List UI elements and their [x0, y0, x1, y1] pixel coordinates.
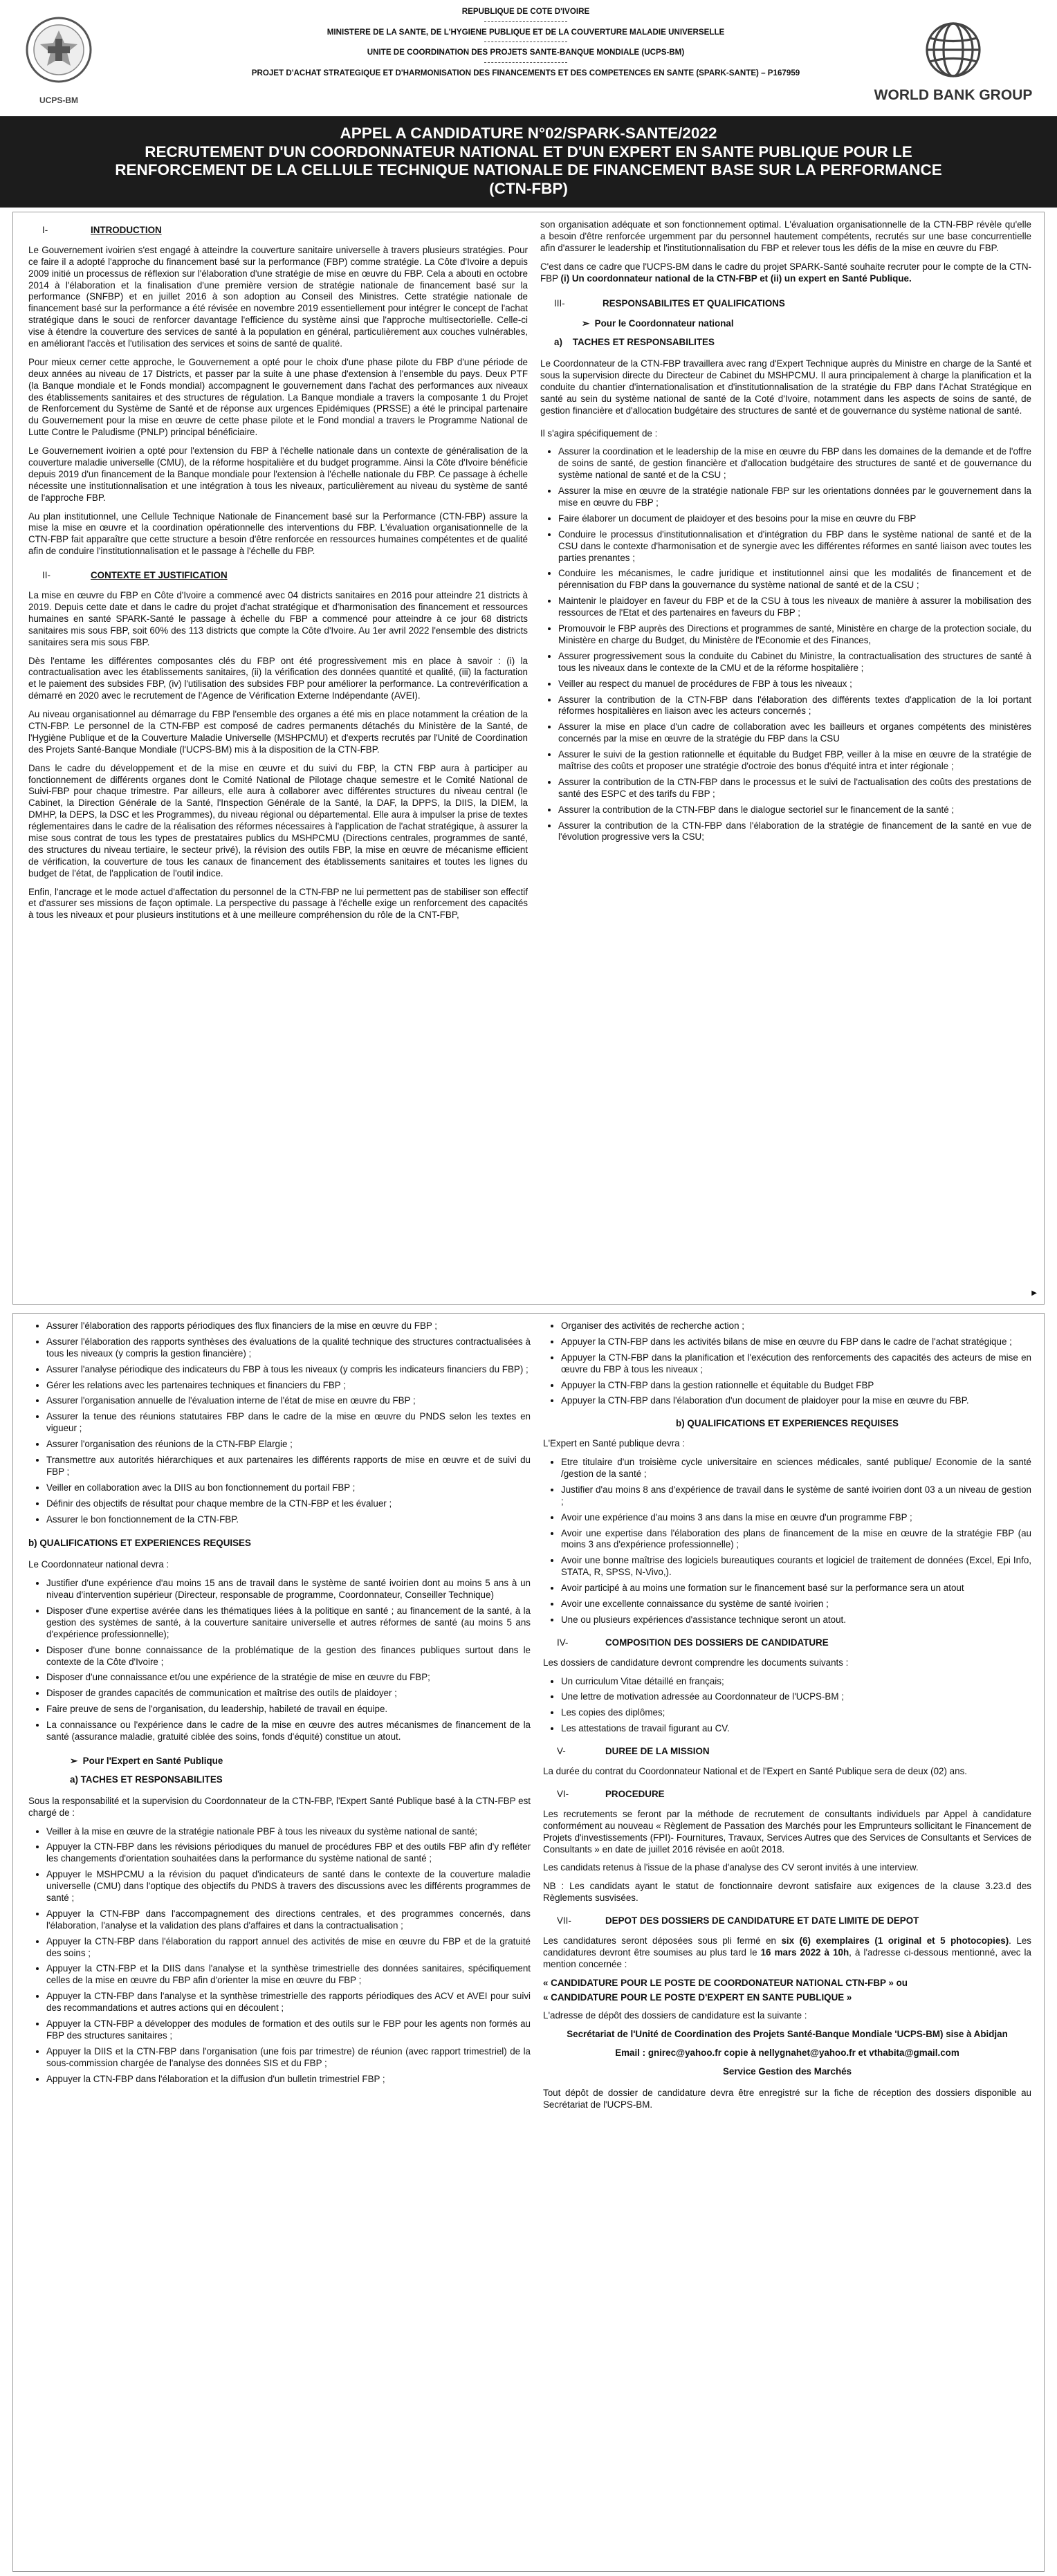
context-positions: (i) Un coordonnateur national de la CTN-FBP et (ii) un expert en Santé Publique. [560, 273, 912, 284]
section-title: DUREE DE LA MISSION [605, 1746, 710, 1757]
list-item: • Assurer l'analyse périodique des indicateurs du FBP à tous les niveaux (y compris les indicateurs financiers du FBP) ; [46, 1364, 531, 1376]
list-item: • Assurer l'élaboration des rapports synthèses des évaluations de la qualité technique des structures contractualisées à tous les niveaux (y compris la gestion financière) ; [46, 1336, 531, 1360]
context-paragraph-3: Au niveau organisationnel au démarrage du FBP l'ensemble des organes a été mis en place notamment la création de la CTN-FBP. Le personnel de la CTN-FBP est composé de cadres permanents détachés du Ministère de la Santé, de l'Hygiène Publique et de la Couverture Maladie Universelle (MSHPCMU) et d'experts recrutés par l'Unité de Coordination des Projets Santé-Banque Mondiale (l'UCPS-BM) mis à la disposition de la CTN-FBP. [28, 709, 528, 755]
list-item: • Disposer d'une connaissance et/ou une expérience de la stratégie de mise en œuvre du FBP; [46, 1672, 531, 1684]
section-title: COMPOSITION DES DOSSIERS DE CANDIDATURE [605, 1637, 829, 1648]
coordinator-qualifications-heading: b) QUALIFICATIONS ET EXPERIENCES REQUISES [28, 1538, 251, 1549]
intro-paragraph-3: Le Gouvernement ivoirien a opté pour l'extension du FBP à l'échelle nationale dans un contexte de généralisation de la couverture maladie universelle (CMU), de la réforme hospitalière et du budget programme. Ainsi la Côte d'Ivoire bénéficie depuis 2019 d'un financement de la Banque mondiale pour l'extension à l'échelle nationale du FBP. Ce passage à échelle nécessite une institutionnalisation et une intégration à tous les niveaux, particulièrement au niveau du système de santé de l'approche FBP. [28, 445, 528, 503]
list-item: • Veiller en collaboration avec la DIIS au bon fonctionnement du portail FBP ; [46, 1482, 531, 1494]
section-responsibilities-heading [540, 298, 1031, 310]
composition-intro: Les dossiers de candidature devront comprendre les documents suivants : [543, 1657, 849, 1668]
list-item: • Assurer la tenue des réunions statutaires FBP dans le cadre de la mise en œuvre du PNDS selon les textes en vigueur ; [46, 1411, 531, 1435]
list-item: • Un curriculum Vitae détaillé en français; [561, 1676, 1031, 1688]
list-item: • Assurer la contribution de la CTN-FBP dans l'élaboration de la stratégie de financement de la santé en vue de l'évolution progressive vers la CSU; [558, 820, 1031, 844]
coordinator-intro: Le Coordonnateur de la CTN-FBP travaillera avec rang d'Expert Technique auprès du Ministre en charge de la Santé et sous la supervision directe du Directeur de Cabinet du MSHPCMU. Il aura principalement à charge la planification et la conduite du chantier d'internationalisation et d'institutionnalisation de la stratégie du FBP dans l'Achat Stratégique en santé au sein du système national de santé de la Coté d'Ivoire, notamment dans les aspects de soins de santé, de gestion financière et d'allocation budgétaire des structures de santé et de gouvernance du système national de santé. [540, 358, 1031, 416]
arrow-icon: ➢ [582, 318, 595, 329]
section-context-heading [28, 570, 528, 582]
list-item: • Appuyer la CTN-FBP dans les activités bilans de mise en œuvre du FBP dans le cadre de l'achat stratégique ; [561, 1336, 1031, 1348]
header-republic: REPUBLIQUE DE COTE D'IVOIRE [461, 7, 590, 16]
list-item: • Appuyer la CTN-FBP dans l'élaboration du rapport annuel des activités de mise en œuvre du FBP et de la gratuité des soins ; [46, 1936, 531, 1960]
coordinator-heading [582, 318, 1031, 330]
list-item: • Assurer le suivi de la gestion rationnelle et équitable du Budget FBP, veiller à la mise en œuvre de la stratégie de maîtrise des coûts et proposer une stratégie d'octroie des bonus d'équité intra et inter régionale ; [558, 749, 1031, 773]
mention-expert: « CANDIDATURE POUR LE POSTE D'EXPERT EN SANTE PUBLIQUE » [543, 1991, 852, 2003]
context-paragraph-7 [540, 261, 1031, 285]
address-secretariat: Secrétariat de l'Unité de Coordination des Projets Santé-Banque Mondiale 'UCPS-BM) sise à Abidjan [567, 2029, 1008, 2040]
deposit-paragraph [543, 1935, 1031, 1971]
page2-left-column [28, 1321, 531, 2090]
address-intro: L'adresse de dépôt des dossiers de candidature est la suivante : [543, 2010, 807, 2021]
coordinator-task-list [540, 446, 1031, 843]
section-deposit-heading [543, 1915, 1031, 1927]
list-item: • Avoir une expérience d'au moins 3 ans dans la mise en œuvre d'un programme FBP ; [561, 1512, 1031, 1524]
list-item: • Conduire le processus d'institutionnalisation et d'intégration du FBP dans le système national de santé et de la CSU dans le contexte d'harmonisation et de synergie avec les différentes réformes en santé liaison avec toutes les parties prenantes ; [558, 529, 1031, 564]
call-number: APPEL A CANDIDATURE N°02/SPARK-SANTE/2022 [340, 125, 717, 142]
page-continue-icon: ▶ [1031, 1289, 1037, 1298]
header-project: PROJET D'ACHAT STRATEGIQUE ET D'HARMONISATION DES FINANCEMENTS ET DES COMPETENCES EN SANTE (SPARK-SANTE) – P167959 [251, 68, 800, 77]
list-item: • Assurer l'élaboration des rapports périodiques des flux financiers de la mise en œuvre du FBP ; [46, 1321, 531, 1332]
coordinator-qualifications-intro: Le Coordonnateur national devra : [28, 1559, 169, 1570]
header-unit: UNITE DE COORDINATION DES PROJETS SANTE-BANQUE MONDIALE (UCPS-BM) [367, 48, 685, 57]
deposit-deadline: 16 mars 2022 à 10h [760, 1947, 849, 1958]
header-rule [484, 21, 567, 22]
title-line-1: RECRUTEMENT D'UN COORDONNATEUR NATIONAL ET D'UN EXPERT EN SANTE PUBLIQUE POUR LE [145, 142, 912, 160]
list-item: • Veiller au respect du manuel de procédures de FBP à tous les niveaux ; [558, 679, 1031, 690]
list-item: • Promouvoir le FBP auprès des Directions et programmes de santé, Ministère en charge de la protection sociale, du Ministère en charge du Budget, du Ministère de l'Economie et des Finances, [558, 623, 1031, 647]
procedure-paragraph-2: Les candidats retenus à l'issue de la phase d'analyse des CV seront invités à une interview. [543, 1862, 919, 1873]
context-paragraph-1: La mise en œuvre du FBP en Côte d'Ivoire a commencé avec 04 districts sanitaires en 2016 pour atteindre 21 districts à 2019. Depuis cette date et dans le cadre du projet d'achat stratégique et d'harmonisation des financement et ressources humaines en santé SPARK-Santé le passage à échelle du FBP a commencé pour atteindre à ce jour 68 districts sanitaires mis sous FBP, soit 60% des 113 districts que compte la Côte d'Ivoire. Au 1er avril 2022 l'ensemble des districts sanitaires sera mis sous FBP. [28, 590, 528, 647]
section-title: CONTEXTE ET JUSTIFICATION [91, 570, 228, 581]
list-item: • Faire élaborer un document de plaidoyer et des besoins pour la mise en œuvre du FBP [558, 513, 1031, 525]
expert-qualifications-intro: L'Expert en Santé publique devra : [543, 1438, 686, 1449]
list-item: • Organiser des activités de recherche action ; [561, 1321, 1031, 1332]
deposit-text: . Les candidatures devront être soumises au plus tard le [543, 1935, 1031, 1958]
list-item: • Assurer la contribution de la CTN-FBP dans le dialogue sectoriel sur le financement de la santé ; [558, 804, 1031, 816]
list-item: • Appuyer la CTN-FBP dans l'élaboration et la diffusion d'un bulletin trimestriel FBP ; [46, 2074, 531, 2086]
list-item: • Maintenir le plaidoyer en faveur du FBP et de la CSU à tous les niveaux de manière à assurer la mobilisation des ressources de l'Etat et des partenaires en faveurs du FBP ; [558, 596, 1031, 619]
world-bank-logo [870, 18, 1036, 108]
list-item: • Gérer les relations avec les partenaires techniques et financiers du FBP ; [46, 1380, 531, 1392]
list-item: • Assurer progressivement sous la conduite du Cabinet du Ministre, la contractualisation des structures de santé à tous les niveaux dans le contexte de la CMU et de la réforme hospitalière ; [558, 651, 1031, 674]
section-title: PROCEDURE [605, 1788, 665, 1799]
page2-right-column [543, 1321, 1031, 2118]
list-item: • Assurer l'organisation annuelle de l'évaluation interne de l'état de mise en œuvre du FBP ; [46, 1395, 531, 1407]
duration-text: La durée du contrat du Coordonnateur National et de l'Expert en Santé Publique sera de deux (02) ans. [543, 1766, 967, 1777]
section-number: I- [42, 225, 48, 235]
list-item: • Appuyer la CTN-FBP dans l'accompagnement des directions centrales, et des programmes concernés, dans l'élaboration, l'analyse et la validation des plans d'affaires et dans la contractualisation ; [46, 1908, 531, 1932]
expert-heading [70, 1756, 531, 1767]
arrow-icon: ➢ [70, 1755, 83, 1766]
list-item: • Assurer la contribution de la CTN-FBP dans l'élaboration des différents textes d'application de la loi portant réformes hospitalières en liaison avec les acteurs concernés ; [558, 694, 1031, 718]
list-item: • Appuyer la CTN-FBP dans les révisions périodiques du manuel de procédures FBP et des outils FBP afin d'y refléter les changements d'orientation souhaitées dans la performance du système national de santé ; [46, 1841, 531, 1865]
section-composition-heading [543, 1637, 1031, 1649]
list-item: • Une ou plusieurs expériences d'assistance technique seront un atout. [561, 1614, 1031, 1626]
list-item: • Avoir une bonne maîtrise des logiciels bureautiques courants et logiciel de traitement de données (Excel, Epi Info, STATA, R, SPSS, N-Vivo,). [561, 1555, 1031, 1579]
list-item: • Conduire les mécanismes, le cadre juridique et institutionnel ainsi que les modalités de financement et de pérennisation du FBP dans la gouvernance du système national de santé et de la CSU ; [558, 568, 1031, 591]
document-header [0, 0, 1057, 112]
intro-paragraph-4: Au plan institutionnel, une Cellule Technique Nationale de Financement basé sur la Performance (CTN-FBP) assure la mise la mise en œuvre et la coordination opérationnelle des interventions du FBP. L'évaluation organisationnelle de la CTN-FBP fait apparaître que cette structure a besoin d'être renforcée en ressources humaines compétentes et de qualité afin de conduire l'institutionnalisation et le passage à l'échelle du FBP. [28, 510, 528, 557]
expert-qualifications-heading: b) QUALIFICATIONS ET EXPERIENCES REQUISES [676, 1418, 899, 1429]
world-bank-logo-text: WORLD BANK GROUP [874, 87, 1033, 103]
list-item: • Assurer la coordination et le leadership de la mise en œuvre du FBP dans les domaines de la demande et de l'offre de soins de santé, de gestion financière et d'allocation budgétaire des structures de santé et de gouvernance du système national de santé et de la CSU ; [558, 446, 1031, 481]
deposit-text: Les candidatures seront déposées sous pli fermé en [543, 1935, 782, 1946]
list-item: • Assurer la mise en œuvre de la stratégie nationale FBP sur les orientations données par le gouvernement dans la mise en œuvre du FBP ; [558, 486, 1031, 509]
coordinator-heading-text: Pour le Coordonnateur national [594, 318, 734, 329]
list-item: • Avoir une excellente connaissance du système de santé ivoirien ; [561, 1599, 1031, 1610]
list-item: • Avoir participé à au moins une formation sur le financement basé sur la performance sera un atout [561, 1583, 1031, 1594]
documents-list [543, 1676, 1031, 1736]
list-item: • Appuyer la CTN-FBP dans l'analyse et la synthèse trimestrielle des rapports périodiques des ACV et AVEI pour suivi des recommandations et autres actions qui en découlent ; [46, 1991, 531, 2014]
expert-tasks-heading: a) TACHES ET RESPONSABILITES [70, 1774, 223, 1785]
page-2 [12, 1313, 1045, 2572]
section-duration-heading [543, 1746, 1031, 1758]
list-item: • Assurer le bon fonctionnement de la CTN-FBP. [46, 1514, 531, 1526]
mention-coordinator: « CANDIDATURE POUR LE POSTE DE COORDONATEUR NATIONAL CTN-FBP » ou [543, 1977, 908, 1988]
context-paragraph-6: son organisation adéquate et son fonctionnement optimal. L'évaluation organisationnelle de la CTN-FBP révèle qu'elle a besoin d'être renforcée urgemment par du personnel hautement compétents, recrutés sur une base concurrentielle afin d'assurer le leadership et l'institutionnalisation du FBP et relever tous les défis de la mise en œuvre du FBP. [540, 219, 1031, 253]
title-banner [0, 116, 1057, 208]
list-item: • Disposer d'une bonne connaissance de la problématique de la gestion des finances publiques surtout dans le contexte de la Côte d'Ivoire ; [46, 1645, 531, 1668]
section-title: RESPONSABILITES ET QUALIFICATIONS [603, 298, 785, 309]
header-ministry: MINISTERE DE LA SANTE, DE L'HYGIENE PUBLIQUE ET DE LA COUVERTURE MALADIE UNIVERSELLE [327, 27, 725, 37]
title-line-2: RENFORCEMENT DE LA CELLULE TECHNIQUE NATIONALE DE FINANCEMENT BASE SUR LA PERFORMANCE [115, 161, 942, 179]
deposit-text: , à l'adresse ci-dessous mentionné, avec la mention concernée : [543, 1947, 1031, 1969]
list-item: • Appuyer la CTN-FBP dans l'élaboration d'un document de plaidoyer pour la mise en œuvre du FBP. [561, 1395, 1031, 1407]
section-number: VII- [557, 1915, 571, 1926]
intro-paragraph-2: Pour mieux cerner cette approche, le Gouvernement a opté pour le choix d'une phase pilote du FBP d'une période de deux années au niveau de 17 Districts, et passer par la suite à une phase d'extension à l'ensemble du pays. Deux PTF (la Banque mondiale et le Fonds mondial) accompagnent le gouvernement dans l'achat des performances aux niveaux des établissements sanitaires et des structures de régulation. La Banque mondiale a travers la composante 1 du Projet de Renforcement du Système de Santé et de réponse aux urgences Epidémiques (PRSSE) a été le principal partenaire du Gouvernement pour la mise en œuvre de cette phase pilote et le Fond mondial a travers le Programme National de Lutte Contre le Paludisme (PNLP) principal bénéficiaire. [28, 356, 528, 438]
list-item: • Assurer la contribution de la CTN-FBP dans le processus et le suivi de l'actualisation des coûts des prestations de santé des ESPC et des tarifs du FBP ; [558, 777, 1031, 800]
list-item: • Transmettre aux autorités hiérarchiques et aux partenaires les différents rapports de mise en œuvre et de suivi du FBP ; [46, 1455, 531, 1478]
list-item: • Appuyer la CTN-FBP dans la planification et l'exécution des renforcements des capacités des acteurs de mise en œuvre du FBP à tous les niveaux ; [561, 1352, 1031, 1376]
logo-left-caption: UCPS-BM [39, 95, 78, 105]
context-paragraph-4: Dans le cadre du développement et de la mise en œuvre et du suivi du FBP, la CTN FBP aura à participer au fonctionnement de différents organes dont le Comité National de Pilotage chaque semestre et le Comité National de Suivi-FBP pour chaque trimestre. Par ailleurs, elle aura à collaborer avec différentes structures du niveau central (le Cabinet, la Direction Générale de la Santé, l'Inspection Générale de la Santé, la DAF, la DPPS, la DIIS, la DIEM, la DMHP, la DEPS, la DSC et les Programmes), du niveau régional ou départemental. Elle aura à impulser la prise de textes réglementaires dans le cadre de la réalisation des réformes nécessaires à l'application de l'achat stratégique, à assurer la mise sous contrat de tous les types de prestataires publics du MSHPCMU (Directions centrales, programmes de santé, des structures du niveau tertiaire, le secteur privé), la révision des outils FBP, la mise en œuvre de mécanisme efficient de vérification, la couverture de tous les canaux de financement des établissements sanitaires et toutes les lignes du budget de l'état, de l'application de l'outil indice. [28, 762, 528, 878]
address-service: Service Gestion des Marchés [722, 2066, 852, 2077]
list-item: • Assurer l'organisation des réunions de la CTN-FBP Elargie ; [46, 1439, 531, 1451]
procedure-paragraph-3: NB : Les candidats ayant le statut de fonctionnaire devront satisfaire aux exigences de la clause 3.23.d des Règlements susvisées. [543, 1881, 1031, 1904]
page1-left-column [28, 219, 528, 928]
section-number: III- [554, 298, 565, 309]
list-item: • Une lettre de motivation adressée au Coordonnateur de l'UCPS-BM ; [561, 1691, 1031, 1703]
expert-heading-text: Pour l'Expert en Santé Publique [82, 1755, 223, 1766]
list-item: • La connaissance ou l'expérience dans le cadre de la mise en œuvre des autres mécanismes de financement de la santé (assurance maladie, gratuité ciblée des soins, fonds d'équité) constitue un atout. [46, 1720, 531, 1743]
ucps-bm-logo [18, 12, 100, 94]
expert-qualifications-list [543, 1457, 1031, 1626]
intro-paragraph-1: Le Gouvernement ivoirien s'est engagé à atteindre la couverture sanitaire universelle à travers plusieurs stratégies. Pour ce faire il a adopté l'approche du financement basé sur la performance (FBP) comme stratégie. La Côte d'Ivoire a depuis 2009 initié un processus de réflexion sur l'élaboration d'une stratégie de mise en œuvre du FBP. Cela a abouti en octobre 2014 à l'élaboration et la finalisation d'une première version de stratégie nationale de financement basé sur la performance (SNFBP) et en juillet 2016 à son adoption au Conseil des Ministres. Cette stratégie nationale de financement basé sur la performance a été révisée en novembre 2019 essentiellement pour intégrer le concept de l'achat stratégique dans le souci de renforcer davantage l'efficience du système ainsi que l'approche multisectorielle. Celle-ci vise à étendre la couverture des services de santé à la population en général, particulièrement aux couches vulnérables, en améliorant l'accès et l'utilisation des services et soins de santé de qualité. [28, 244, 528, 349]
list-item: • Avoir une expertise dans l'élaboration des plans de financement de la mise en œuvre de la stratégie FBP (au moins 3 ans d'expérience professionnelle) ; [561, 1528, 1031, 1552]
list-item: • Appuyer la CTN-FBP a développer des modules de formation et des outils sur le FBP pour les agents non formés au FBP des structures sanitaires ; [46, 2018, 531, 2042]
procedure-paragraph-1: Les recrutements se feront par la méthode de recrutement de consultants individuels par Appel à candidature conformément au nouveau « Règlement de Passation des Marchés pour les Emprunteurs sollicitant le Financement de Projets d'investissements (FPI)- Fournitures, Travaux, Services Autres que des Services de Consultants et Services de Consultants » en date de juillet 2016 révisée en août 2018. [543, 1808, 1031, 1855]
context-paragraph-5: Enfin, l'ancrage et le mode actuel d'affectation du personnel de la CTN-FBP ne lui permettent pas de stabiliser son effectif et d'assurer ses missions de façon optimale. La perspective du passage à l'échelle exige un renforcement des capacités à tous les niveaux et pour plusieurs institutions et à une meilleure compréhension du rôle de la CNT-FBP, [28, 886, 528, 921]
list-item: • Justifier d'une expérience d'au moins 15 ans de travail dans le système de santé ivoirien dont au moins 5 ans à un niveau d'intervention supérieur (Directeur, responsable de programme, Coordonnateur, Conseiller Technique) [46, 1578, 531, 1601]
list-item: • Justifier d'au moins 8 ans d'expérience de travail dans le système de santé ivoirien dont 03 a un niveau de gestion ; [561, 1484, 1031, 1508]
expert-task-list [28, 1826, 531, 2086]
list-item: • Définir des objectifs de résultat pour chaque membre de la CTN-FBP et les évaluer ; [46, 1498, 531, 1510]
list-item: • Veiller à la mise en œuvre de la stratégie nationale PBF à tous les niveaux du système national de santé; [46, 1826, 531, 1838]
context-paragraph-2: Dès l'entame les différentes composantes clés du FBP ont été progressivement mis en place à savoir : (i) la contractualisation avec les établissements sanitaires, (ii) la vérification des données quantité et qualité, (iii) la facturation et le paiement des subsides FBP, (iv) l'utilisation des subsides FBP pour améliorer la performance. La contrevérification a démarré en 2020 avec le recrutement de l'Agence de Vérification Externe Indépendante (AVEI). [28, 655, 528, 701]
list-item: • Faire preuve de sens de l'organisation, du leadership, habileté de travail en équipe. [46, 1704, 531, 1715]
section-number: IV- [557, 1637, 569, 1648]
list-item: • Les copies des diplômes; [561, 1707, 1031, 1719]
list-item: • Appuyer le MSHPCMU a la révision du paquet d'indicateurs de santé dans le contexte de la couverture maladie universelle (CMU) dans l'optique des objectifs du PNDS à travers des discussions avec les différents programmes de santé ; [46, 1869, 531, 1904]
section-procedure-heading [543, 1789, 1031, 1801]
list-item: • Etre titulaire d'un troisième cycle universitaire en sciences médicales, santé publique/ Economie de la santé /gestion de la santé ; [561, 1457, 1031, 1480]
deposit-final-note: Tout dépôt de dossier de candidature devra être enregistré sur la fiche de réception des dossiers disponible au Secrétariat de l'UCPS-BM. [543, 2087, 1031, 2110]
header-rule [484, 62, 567, 63]
coordinator-tasks-heading: a) TACHES ET RESPONSABILITES [554, 337, 715, 348]
section-introduction-heading [28, 225, 528, 237]
expert-tasks-intro: Sous la responsabilité et la supervision du Coordonnateur de la CTN-FBP, l'Expert Santé Publique basé à la CTN-FBP est chargé de : [28, 1795, 531, 1818]
list-item: • Appuyer la DIIS et la CTN-FBP dans l'organisation (une fois par trimestre) de réunion (avec rapport trimestriel) de la sous-commission chargée de l'analyse des données SIS et du FBP ; [46, 2046, 531, 2070]
list-item: • Les attestations de travail figurant au CV. [561, 1723, 1031, 1735]
coordinator-qualifications-list [28, 1578, 531, 1743]
list-item: • Appuyer la CTN-FBP et la DIIS dans l'analyse et la synthèse trimestrielle des données sanitaires, spécifiquement celles de la mise en œuvre du FBP afin d'orienter la mise en œuvre du FBP ; [46, 1963, 531, 1987]
list-item: • Assurer la mise en place d'un cadre de collaboration avec les bailleurs et organes compétents des ministères concernés par la mise en œuvre de la stratégie du FBP dans la CSU [558, 721, 1031, 745]
coordinator-spec: Il s'agira spécifiquement de : [540, 427, 658, 439]
context-text: C'est dans ce cadre que l'UCPS-BM dans le cadre du projet SPARK-Santé souhaite recruter pour le compte de la CTN-FBP [540, 261, 1031, 284]
title-line-3: (CTN-FBP) [489, 179, 568, 197]
list-item: • Disposer de grandes capacités de communication et maîtrise des outils de plaidoyer ; [46, 1688, 531, 1700]
deposit-copies: six (6) exemplaires (1 original et 5 photocopies) [781, 1935, 1009, 1946]
header-lines [180, 7, 872, 82]
page-1 [12, 212, 1045, 1305]
section-title: INTRODUCTION [91, 225, 162, 235]
list-item: • Disposer d'une expertise avérée dans les thématiques liées à la politique en santé ; au financement de la santé, à la gestion des systèmes de santé, à la couverture sanitaire universelle et autres réformes de santé (au moins 5 ans d'expérience professionnelle); [46, 1606, 531, 1641]
section-number: VI- [557, 1788, 569, 1799]
page1-right-column [540, 219, 1031, 849]
section-title: DEPOT DES DOSSIERS DE CANDIDATURE ET DATE LIMITE DE DEPOT [605, 1915, 919, 1926]
section-number: II- [42, 570, 50, 581]
coordinator-task-list-continued [28, 1321, 531, 1525]
address-email[interactable]: Email : gnirec@yahoo.fr copie à nellygnahet@yahoo.fr et vthabita@gmail.com [615, 2048, 959, 2059]
expert-task-list-continued [543, 1321, 1031, 1407]
list-item: • Appuyer la CTN-FBP dans la gestion rationnelle et équitable du Budget FBP [561, 1380, 1031, 1392]
section-number: V- [557, 1746, 566, 1757]
